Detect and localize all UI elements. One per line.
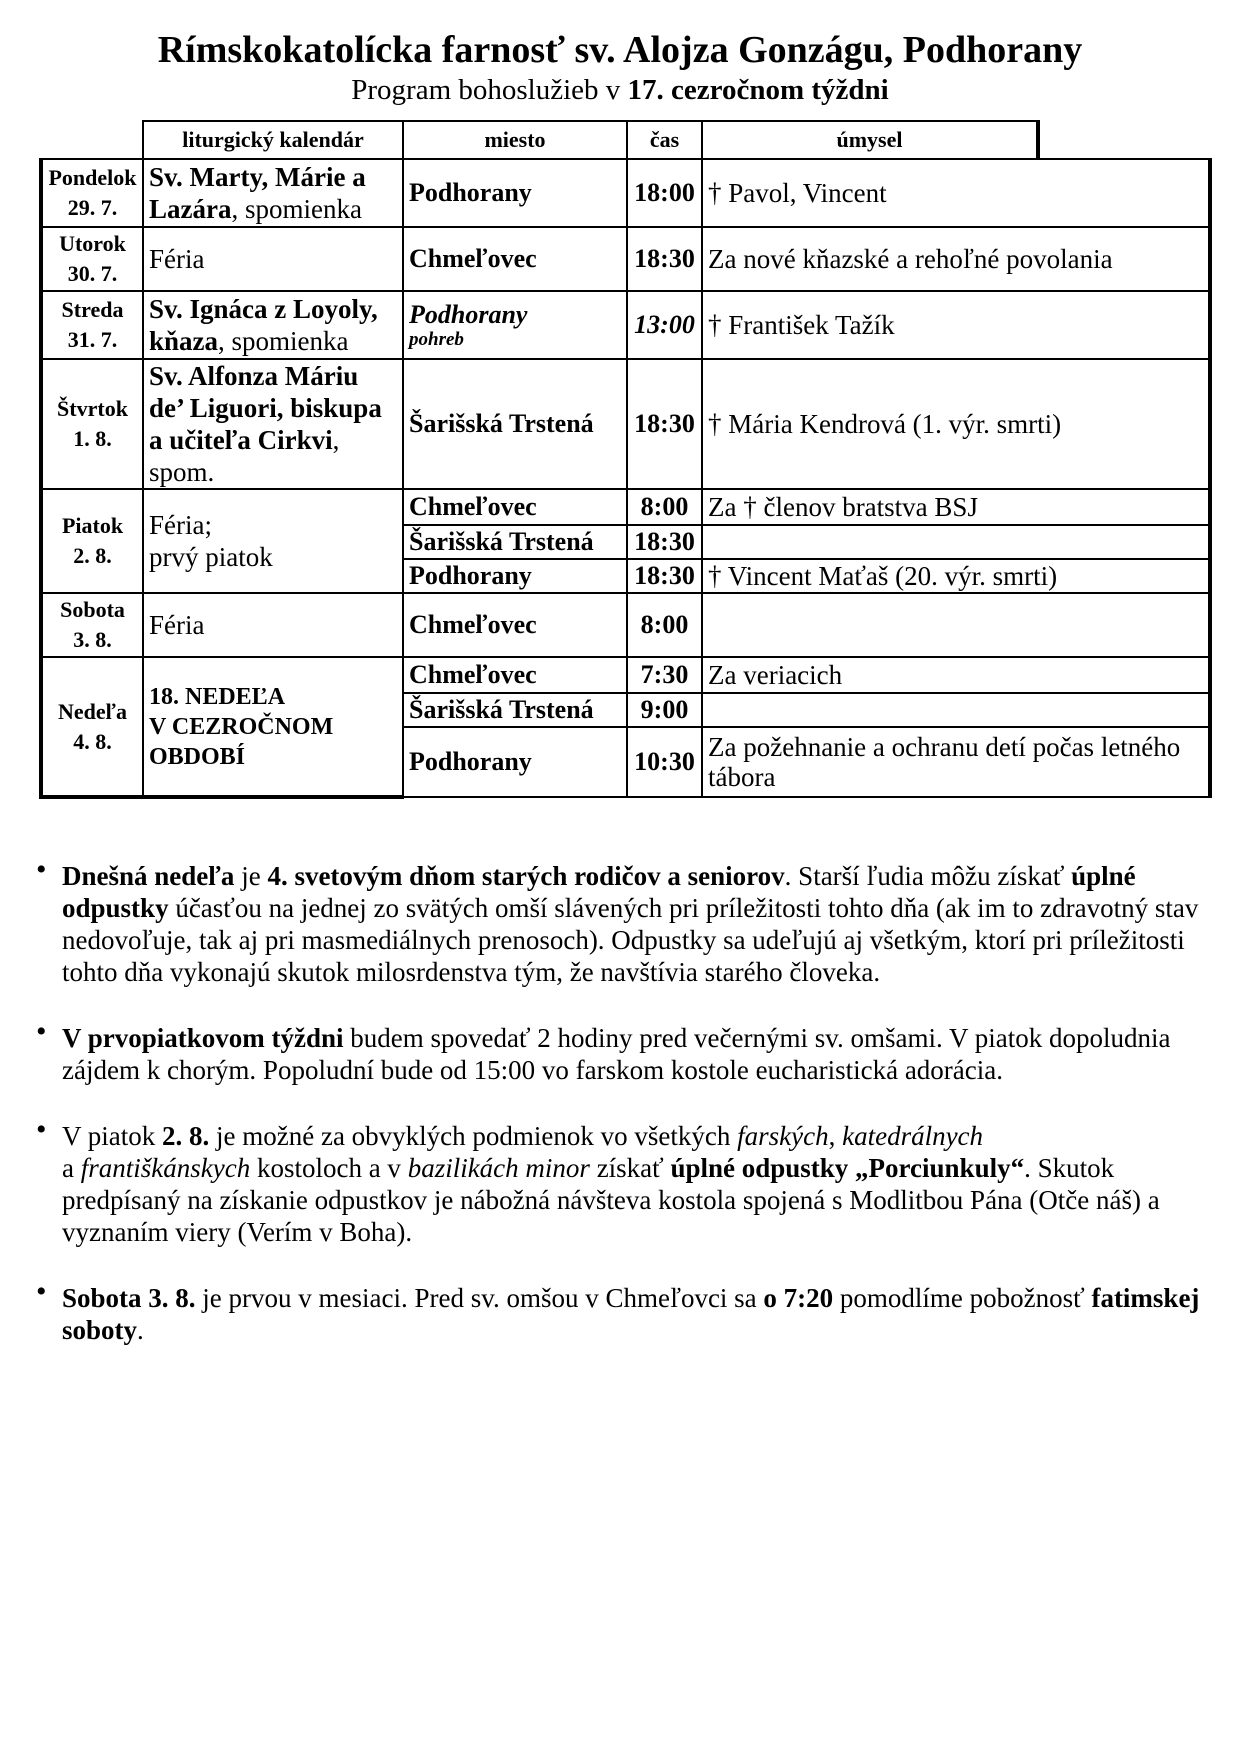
intent-cell: Za veriacich xyxy=(702,657,1210,693)
time-cell: 13:00 xyxy=(627,291,702,359)
intent-cell xyxy=(702,593,1210,657)
time-cell: 10:30 xyxy=(627,727,702,797)
bullet-icon: • xyxy=(36,1275,47,1308)
place-cell: Podhorany pohreb xyxy=(403,291,627,359)
intent-cell: † Vincent Maťaš (20. výr. smrti) xyxy=(702,559,1210,593)
intent-cell: Za † členov bratstva BSJ xyxy=(702,489,1210,525)
day-cell: Nedeľa 4. 8. xyxy=(41,657,143,797)
liturgical-cell: Sv. Marty, Márie a Lazára, spomienka xyxy=(143,159,403,227)
announcement-item: • Sobota 3. 8. je prvou v mesiaci. Pred sv. omšou v Chmeľovci sa o 7:20 pomodlíme pobožnosť fatimskej soboty. xyxy=(36,1275,1200,1345)
time-cell: 18:30 xyxy=(627,559,702,593)
intent-cell: † Pavol, Vincent xyxy=(702,159,1210,227)
bullet-icon: • xyxy=(36,1015,47,1048)
intent-cell xyxy=(702,525,1210,559)
place-cell: Podhorany xyxy=(403,159,627,227)
announcement-item: • Dnešná nedeľa je 4. svetovým dňom starých rodičov a seniorov. Starší ľudia môžu získať úplné odpustky účasťou na jednej zo svätých omší slávených pri príležitosti tohto dňa (ak im to zdravotný stav nedovoľuje, tak aj pri masmediálnych prenosoch). Odpustky sa udeľujú aj všetkým, ktorí pri príležitosti tohto dňa vykonajú skutok milosrdenstva tým, že navštívia starého človeka. xyxy=(36,853,1199,987)
bullet-icon: • xyxy=(36,1113,47,1146)
table-row xyxy=(41,489,1210,525)
liturgical-cell: Féria xyxy=(143,593,403,657)
col-header-time: čas xyxy=(627,121,702,159)
table-row xyxy=(41,291,1210,359)
place-cell: Chmeľovec xyxy=(403,227,627,291)
bullet-icon: • xyxy=(36,853,47,886)
table-row xyxy=(41,593,1210,657)
intent-cell: † František Tažík xyxy=(702,291,1210,359)
table-row xyxy=(41,227,1210,291)
announcements xyxy=(36,853,1200,1380)
table-row xyxy=(41,657,1210,693)
place-cell: Šarišská Trstená xyxy=(403,359,627,489)
col-header-intent: úmysel xyxy=(702,121,1038,159)
col-header-calendar: liturgický kalendár xyxy=(143,121,403,159)
day-cell: Piatok 2. 8. xyxy=(41,489,143,593)
table-row xyxy=(41,159,1210,227)
time-cell: 9:00 xyxy=(627,693,702,727)
place-cell: Chmeľovec xyxy=(403,657,627,693)
place-cell: Šarišská Trstená xyxy=(403,525,627,559)
table-row xyxy=(41,359,1210,489)
place-cell: Chmeľovec xyxy=(403,593,627,657)
time-cell: 8:00 xyxy=(627,593,702,657)
day-cell: Štvrtok 1. 8. xyxy=(41,359,143,489)
intent-cell: Za nové kňazské a rehoľné povolania xyxy=(702,227,1210,291)
page-title: Rímskokatolícka farnosť sv. Alojza Gonzágu, Podhorany xyxy=(157,29,1083,71)
table-header-row xyxy=(41,121,1210,159)
time-cell: 7:30 xyxy=(627,657,702,693)
place-cell: Chmeľovec xyxy=(403,489,627,525)
intent-cell: Za požehnanie a ochranu detí počas letného tábora xyxy=(702,727,1210,797)
place-cell: Podhorany xyxy=(403,559,627,593)
intent-cell: † Mária Kendrová (1. výr. smrti) xyxy=(702,359,1210,489)
time-cell: 18:30 xyxy=(627,525,702,559)
schedule-table xyxy=(39,120,1212,799)
time-cell: 18:30 xyxy=(627,227,702,291)
liturgical-cell: Sv. Ignáca z Loyoly, kňaza, spomienka xyxy=(143,291,403,359)
liturgical-cell: Féria; prvý piatok xyxy=(143,489,403,593)
liturgical-cell: Féria xyxy=(143,227,403,291)
page-subtitle: Program bohoslužieb v 17. cezročnom týždni xyxy=(351,74,889,106)
day-cell: Utorok 30. 7. xyxy=(41,227,143,291)
liturgical-cell: 18. NEDEĽA V CEZROČNOM OBDOBÍ xyxy=(143,657,403,797)
announcement-item: • V prvopiatkovom týždni budem spovedať 2 hodiny pred večernými sv. omšami. V piatok dopoludnia zájdem k chorým. Popoludní bude od 15:00 vo farskom kostole eucharistická adorácia. xyxy=(36,1015,1171,1085)
day-cell: Sobota 3. 8. xyxy=(41,593,143,657)
time-cell: 8:00 xyxy=(627,489,702,525)
day-cell: Pondelok 29. 7. xyxy=(41,159,143,227)
intent-cell xyxy=(702,693,1210,727)
place-cell: Podhorany xyxy=(403,727,627,797)
liturgical-cell: Sv. Alfonza Máriu de’ Liguori, biskupa a učiteľa Cirkvi, spom. xyxy=(143,359,403,489)
place-note: pohreb xyxy=(409,329,464,350)
col-header-place: miesto xyxy=(403,121,627,159)
time-cell: 18:00 xyxy=(627,159,702,227)
day-cell: Streda 31. 7. xyxy=(41,291,143,359)
announcement-item: • V piatok 2. 8. je možné za obvyklých podmienok vo všetkých farských, katedrálnych a františkánskych kostoloch a v bazilikách minor získať úplné odpustky „Porciunkuly“. Skutok predpísaný na získanie odpustkov je nábožná návšteva kostola spojená s Modlitbou Pána (Otče náš) a vyznaním viery (Verím v Boha). xyxy=(36,1113,1160,1247)
place-cell: Šarišská Trstená xyxy=(403,693,627,727)
time-cell: 18:30 xyxy=(627,359,702,489)
